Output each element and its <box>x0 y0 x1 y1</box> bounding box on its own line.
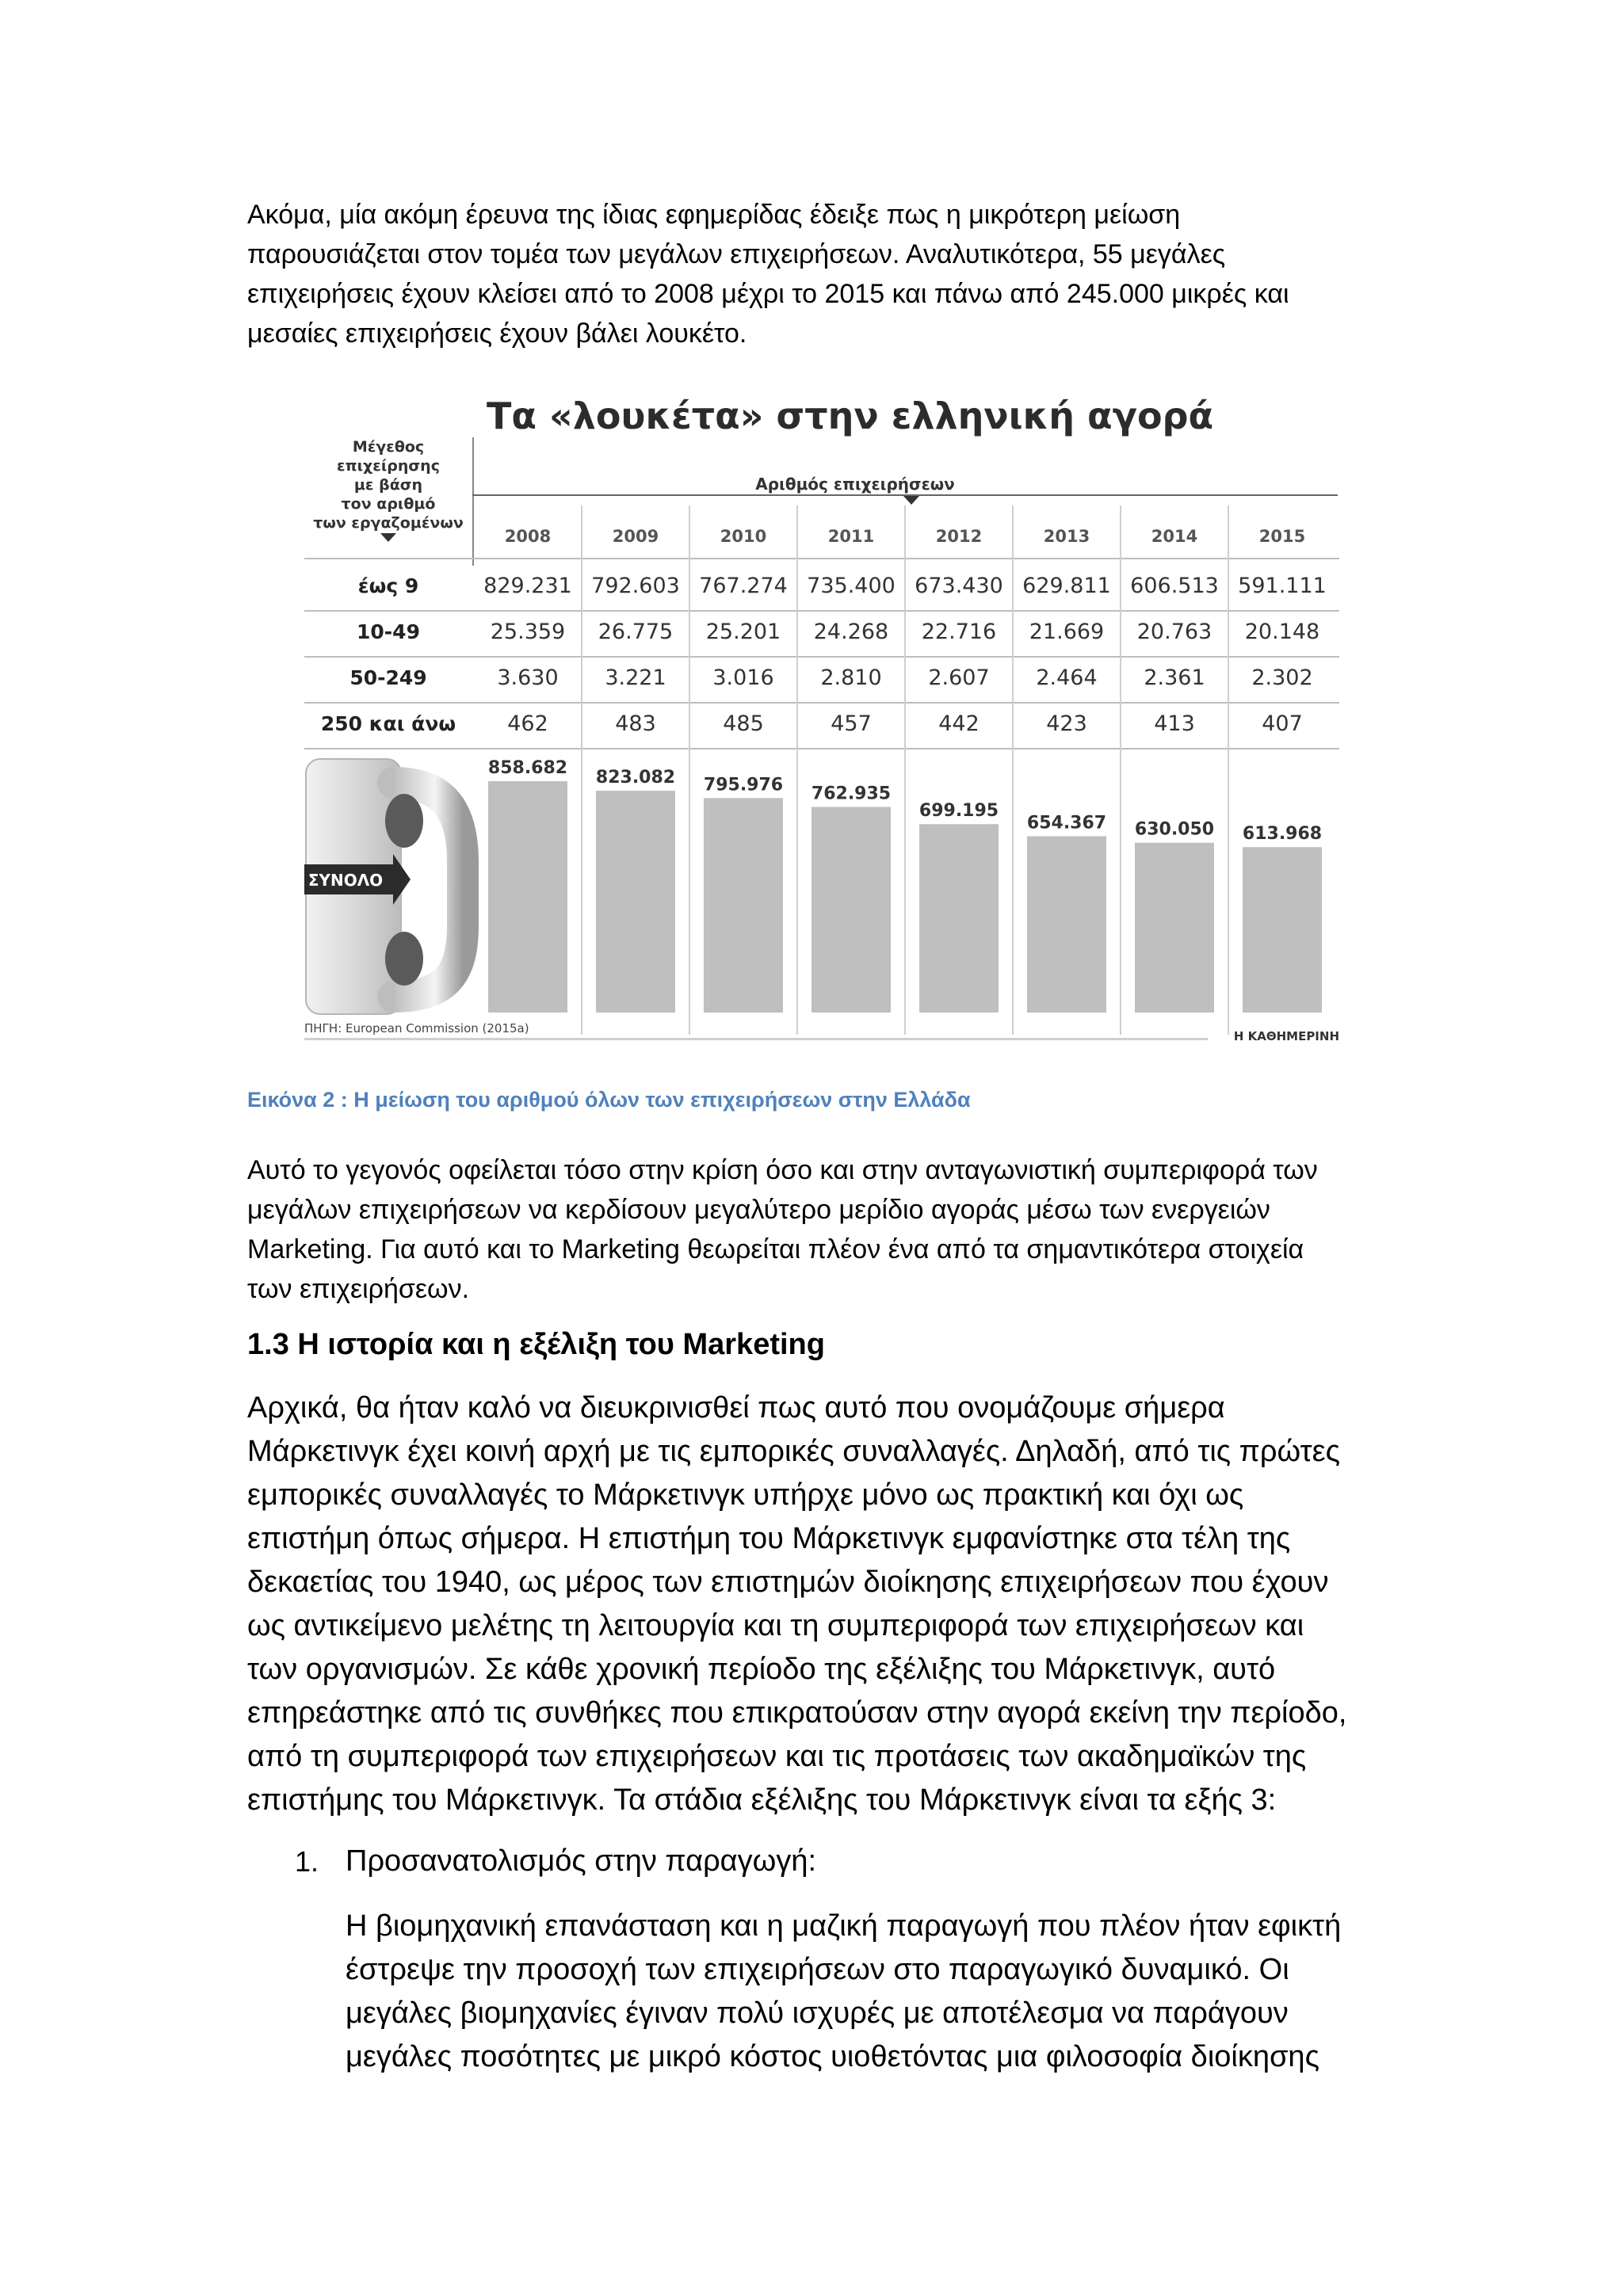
bar-value-label: 823.082 <box>595 768 676 788</box>
text-line: από τη συμπεριφορά των επιχειρήσεων και τις προτάσεις των ακαδημαϊκών της <box>247 1740 1307 1773</box>
bar-value-label: 630.050 <box>1134 819 1215 840</box>
text-line: Η βιομηχανική επανάσταση και η μαζική παραγωγή που πλέον ήταν εφικτή <box>346 1909 1342 1943</box>
text-line: μεγάλες ποσότητες με μικρό κόστος υιοθετόντας μια φιλοσοφία διοίκησης <box>346 2040 1319 2073</box>
table-cell: 24.268 <box>813 620 889 644</box>
table-cell: 485 <box>723 711 764 736</box>
size-label-line: τον αριθμό <box>341 495 436 513</box>
bar-value-label: 654.367 <box>1026 813 1107 833</box>
table-cell: 423 <box>1046 711 1087 736</box>
text-line: μεγάλων επιχειρήσεων να κερδίσουν μεγαλύτερο μερίδιο αγοράς μέσω των ενεργειών <box>247 1195 1270 1225</box>
text-line: εμπορικές συναλλαγές το Μάρκετινγκ υπήρχε μόνο ως πρακτική και όχι ως <box>247 1478 1244 1512</box>
intro-paragraph <box>247 195 1388 353</box>
bar-2011 <box>812 807 891 1013</box>
size-row-label: 250 και άνω <box>320 712 456 735</box>
table-cell: 767.274 <box>699 574 788 598</box>
table-cell: 673.430 <box>915 574 1003 598</box>
table-cell: 413 <box>1154 711 1195 736</box>
enterprises-count-label: Αριθμός επιχειρήσεων <box>755 475 955 494</box>
table-cell: 2.361 <box>1144 666 1205 690</box>
bar-2009 <box>596 791 675 1013</box>
text-line: παρουσιάζεται στον τομέα των μεγάλων επιχειρήσεων. Αναλυτικότερα, 55 μεγάλες <box>247 239 1226 269</box>
newspaper-credit: Η ΚΑΘΗΜΕΡΙΝΗ <box>1233 1029 1339 1043</box>
list-item-number: 1. <box>295 1845 319 1878</box>
year-header: 2015 <box>1258 527 1306 546</box>
text-line: των οργανισμών. Σε κάθε χρονική περίοδο της εξέλιξης του Μάρκετινγκ, αυτό <box>247 1653 1276 1686</box>
text-line: μεγάλες βιομηχανίες έγιναν πολύ ισχυρές με αποτέλεσμα να παράγουν <box>346 1997 1289 2030</box>
body-paragraph <box>247 1150 1388 1309</box>
table-cell: 21.669 <box>1029 620 1105 644</box>
bar-2010 <box>704 798 783 1013</box>
table-cell: 25.359 <box>490 620 566 644</box>
table-cell: 457 <box>831 711 872 736</box>
table-cell: 2.607 <box>928 666 990 690</box>
total-bar-chart <box>304 387 1339 1044</box>
text-line: Μάρκετινγκ έχει κοινή αρχή με τις εμπορικές συναλλαγές. Δηλαδή, από τις πρώτες <box>247 1435 1340 1468</box>
bar-2015 <box>1243 847 1322 1013</box>
table-cell: 3.016 <box>712 666 774 690</box>
bar-value-label: 795.976 <box>703 775 784 795</box>
text-line: δεκαετίας του 1940, ως μέρος των επιστημών διοίκησης επιχειρήσεων που έχουν <box>247 1566 1329 1599</box>
size-row-label: έως 9 <box>357 574 419 597</box>
text-line: επιχειρήσεις έχουν κλείσει από το 2008 μέχρι το 2015 και πάνω από 245.000 μικρές και <box>247 279 1289 309</box>
bar-2008 <box>488 781 567 1013</box>
table-cell: 3.221 <box>605 666 666 690</box>
table-cell: 829.231 <box>483 574 572 598</box>
year-header: 2014 <box>1151 527 1198 546</box>
size-row-label: 50-249 <box>349 666 427 689</box>
text-line: επιστήμη όπως σήμερα. Η επιστήμη του Μάρκετινγκ εμφανίστηκε στα τέλη της <box>247 1522 1291 1555</box>
bar-value-label: 613.968 <box>1242 824 1323 845</box>
year-header: 2013 <box>1043 527 1090 546</box>
table-cell: 20.148 <box>1244 620 1320 644</box>
text-line: έστρεψε την προσοχή των επιχειρήσεων στο παραγωγικό δυναμικό. Οι <box>346 1953 1289 1986</box>
bar-value-label: 762.935 <box>811 784 892 804</box>
size-row-label: 10-49 <box>357 620 420 643</box>
list-item-title: Προσανατολισμός στην παραγωγή: <box>346 1844 817 1878</box>
bar-2014 <box>1135 843 1214 1013</box>
table-cell: 442 <box>938 711 980 736</box>
year-header: 2012 <box>935 527 983 546</box>
year-header: 2011 <box>827 527 875 546</box>
text-line: επηρεάστηκε από τις συνθήκες που επικρατούσαν στην αγορά εκείνη την περίοδο, <box>247 1696 1347 1730</box>
table-cell: 735.400 <box>807 574 896 598</box>
year-header: 2009 <box>612 527 659 546</box>
table-cell: 25.201 <box>705 620 781 644</box>
figure-caption: Εικόνα 2 : Η μείωση του αριθμού όλων των επιχειρήσεων στην Ελλάδα <box>247 1088 971 1112</box>
text-line: Ακόμα, μία ακόμη έρευνα της ίδιας εφημερίδας έδειξε πως η μικρότερη μείωση <box>247 200 1181 230</box>
year-header: 2010 <box>720 527 767 546</box>
bar-2012 <box>919 824 999 1013</box>
section-heading: 1.3 Η ιστορία και η εξέλιξη του Marketing <box>247 1328 825 1361</box>
text-line: των επιχειρήσεων. <box>247 1274 470 1304</box>
bar-value-label: 699.195 <box>918 801 999 822</box>
bar-value-label: 858.682 <box>487 758 568 778</box>
table-cell: 606.513 <box>1130 574 1219 598</box>
size-label-line: Μέγεθος <box>352 438 425 456</box>
table-cell: 2.810 <box>820 666 882 690</box>
list-item-body <box>346 1905 1392 2079</box>
table-cell: 792.603 <box>591 574 680 598</box>
text-line: επιστήμης του Μάρκετινγκ. Τα στάδια εξέλιξης του Μάρκετινγκ είναι τα εξής 3: <box>247 1783 1277 1817</box>
source-note: ΠΗΓΗ: European Commission (2015a) <box>304 1021 529 1035</box>
table-cell: 462 <box>507 711 548 736</box>
text-line: Αρχικά, θα ήταν καλό να διευκρινισθεί πως αυτό που ονομάζουμε σήμερα <box>247 1391 1225 1425</box>
text-line: μεσαίες επιχειρήσεις έχουν βάλει λουκέτο. <box>247 318 747 349</box>
table-cell: 3.630 <box>497 666 559 690</box>
table-cell: 483 <box>615 711 656 736</box>
text-line: ως αντικείμενο μελέτης τη λειτουργία και τη συμπεριφορά των επιχειρήσεων και <box>247 1609 1304 1642</box>
padlock-hole <box>385 932 423 986</box>
padlock-hole <box>385 794 423 848</box>
text-line: Αυτό το γεγονός οφείλεται τόσο στην κρίση όσο και στην ανταγωνιστική συμπεριφορά των <box>247 1155 1318 1185</box>
year-header: 2008 <box>504 527 552 546</box>
table-cell: 20.763 <box>1136 620 1212 644</box>
table-cell: 407 <box>1262 711 1303 736</box>
table-cell: 2.302 <box>1251 666 1313 690</box>
figure-title: Τα «λουκέτα» στην ελληνική αγορά <box>487 395 1214 437</box>
table-cell: 591.111 <box>1238 574 1327 598</box>
divider <box>304 1038 1208 1040</box>
size-label-line: επιχείρησης <box>337 457 440 475</box>
bar-2013 <box>1027 836 1106 1013</box>
table-cell: 629.811 <box>1022 574 1111 598</box>
figure-lockets-chart <box>304 387 1339 1044</box>
total-label: ΣΥΝΟΛΟ <box>307 871 384 890</box>
size-label-line: με βάση <box>353 476 423 494</box>
table-cell: 26.775 <box>598 620 674 644</box>
body-paragraph <box>247 1386 1388 1822</box>
size-label-line: των εργαζομένων <box>313 514 464 532</box>
text-line: Marketing. Για αυτό και το Marketing θεωρείται πλέον ένα από τα σημαντικότερα στοιχεία <box>247 1234 1304 1264</box>
table-cell: 22.716 <box>921 620 997 644</box>
table-cell: 2.464 <box>1036 666 1098 690</box>
